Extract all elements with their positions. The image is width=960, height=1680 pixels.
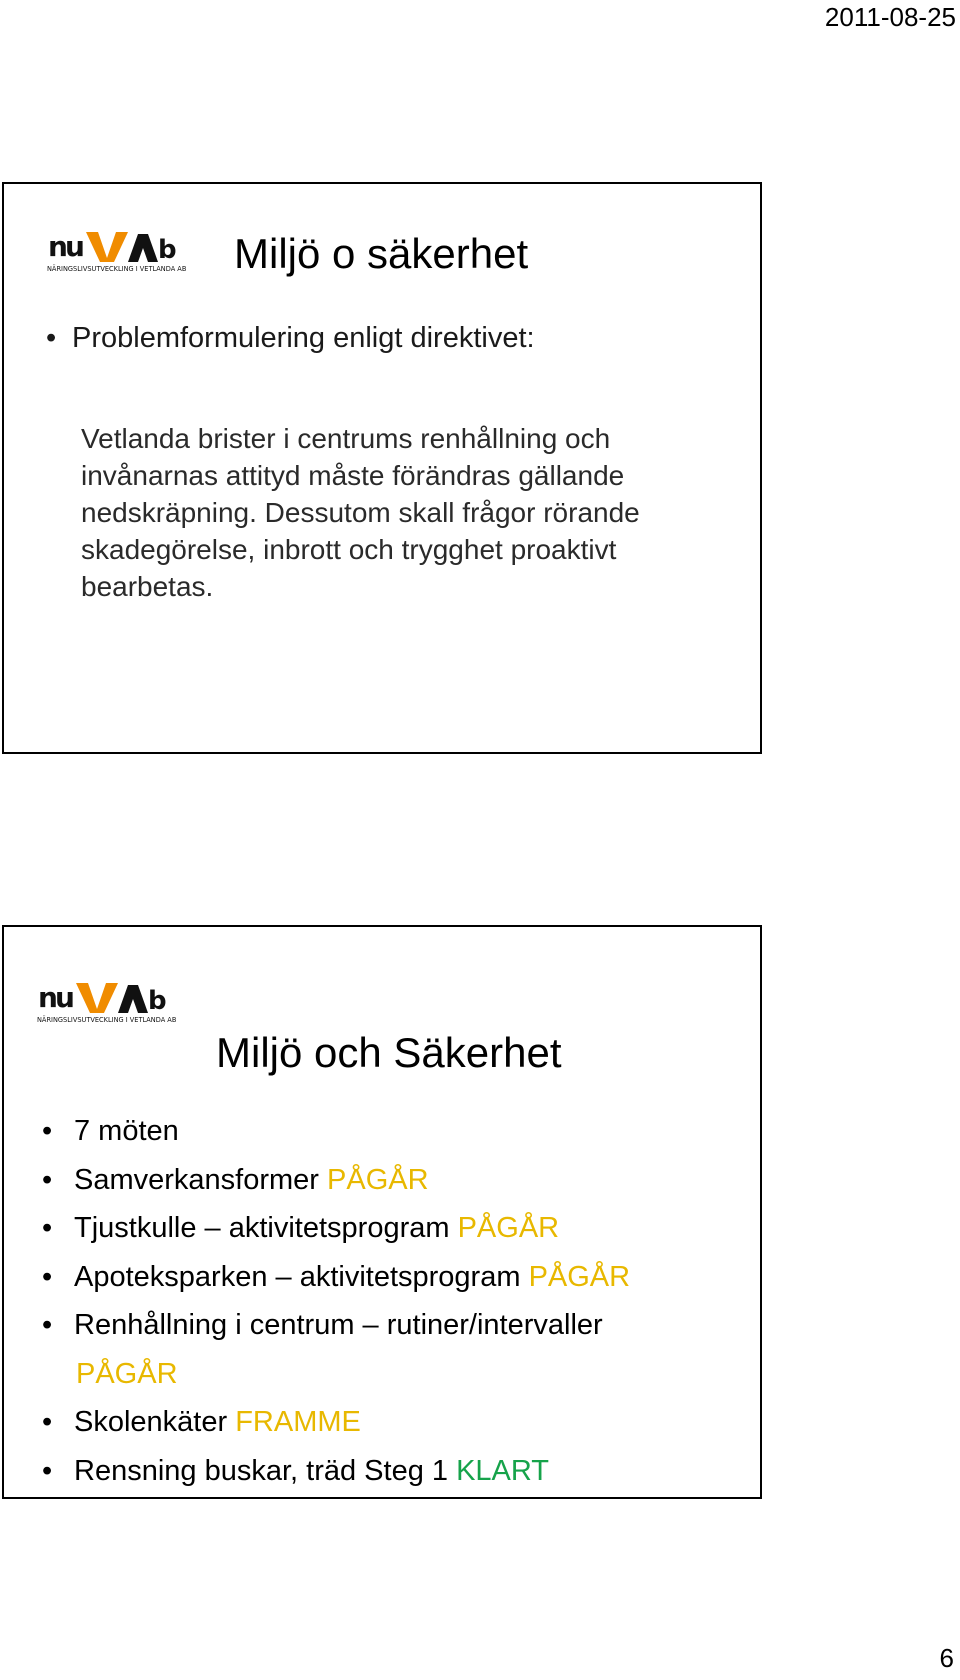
bullet-text: Problemformulering enligt direktivet: xyxy=(72,322,535,354)
slide-1-paragraph: Vetlanda brister i centrums renhållning och invånarnas attityd måste förändras gällande nedskräpning. Dessutom skall frågor rörande skadegörelse, inbrott och trygghet proaktivt bearbetas. xyxy=(81,423,640,602)
slide-1-bullet xyxy=(46,322,535,355)
list-item: • 7 möten xyxy=(42,1115,179,1147)
status-label: PÅGÅR xyxy=(327,1163,429,1196)
svg-text:n: n xyxy=(38,981,58,1014)
nuvab-logo xyxy=(46,228,196,279)
list-item: • Rensning buskar, träd Steg 1 KLART xyxy=(42,1454,550,1487)
status-list xyxy=(42,1107,630,1495)
status-label: PÅGÅR xyxy=(457,1212,560,1244)
list-item: • Samverkansformer PÅGÅR xyxy=(42,1163,429,1196)
svg-text:b: b xyxy=(148,986,167,1016)
svg-text:NÄRINGSLIVSUTVECKLING I VETLAN: NÄRINGSLIVSUTVECKLING I VETLANDA AB xyxy=(37,1016,177,1024)
list-item: • Apoteksparken – aktivitetsprogram PÅGÅR xyxy=(42,1260,631,1293)
list-item-continuation xyxy=(42,1350,630,1399)
nuvab-logo xyxy=(36,979,186,1030)
slide-1 xyxy=(2,182,762,754)
list-item: • Skolenkäter FRAMME xyxy=(42,1406,361,1438)
status-label: KLART xyxy=(456,1454,550,1487)
status-label: FRAMME xyxy=(235,1406,361,1438)
page-number: 6 xyxy=(939,1643,954,1673)
slide-1-title: Miljö o säkerhet xyxy=(234,230,529,277)
slide-2-title: Miljö och Säkerhet xyxy=(216,1029,562,1076)
svg-text:u: u xyxy=(65,230,85,263)
header-date: 2011-08-25 xyxy=(824,2,956,32)
list-item: • Renhållning i centrum – rutiner/intervaller xyxy=(42,1309,603,1341)
status-label: PÅGÅR xyxy=(76,1357,178,1390)
slide-2 xyxy=(2,925,762,1499)
svg-text:NÄRINGSLIVSUTVECKLING I VETLAN: NÄRINGSLIVSUTVECKLING I VETLANDA AB xyxy=(47,265,187,273)
bullet-dot: • xyxy=(46,322,57,354)
svg-text:b: b xyxy=(158,235,177,265)
list-item: • Tjustkulle – aktivitetsprogram PÅGÅR xyxy=(42,1212,560,1244)
status-label: PÅGÅR xyxy=(528,1260,631,1293)
svg-text:u: u xyxy=(55,981,75,1014)
svg-text:n: n xyxy=(48,230,68,263)
